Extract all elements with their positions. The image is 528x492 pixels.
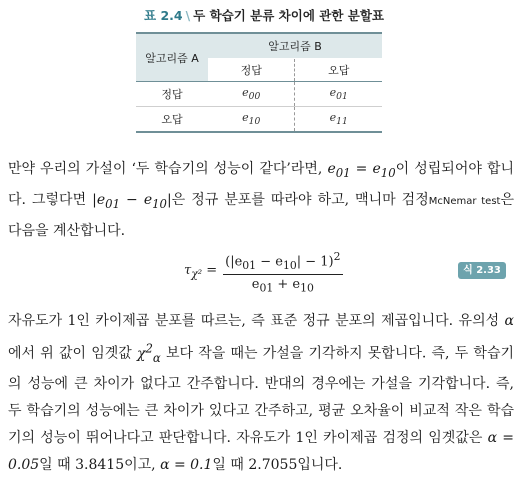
equation-numerator: $(|e_{01} - e_{10}| - 1)^2$ bbox=[223, 250, 342, 275]
table-row bbox=[136, 107, 382, 133]
cell-e10 bbox=[208, 107, 295, 133]
text-run: 자유도가 1인 카이제곱 분포를 따르는, 즉 표준 정규 분포의 제곱입니다. 유의성 bbox=[8, 313, 505, 329]
math-abs-diff: $|e_{01} - e_{10}|$ bbox=[92, 191, 172, 211]
column-header-correct: 정답 bbox=[208, 59, 295, 82]
cell-value: $e_{00}$ bbox=[242, 85, 261, 103]
math-alpha-005: α = 0.05 bbox=[8, 430, 514, 474]
table-caption bbox=[0, 6, 528, 24]
table-group-header: 알고리즘 B bbox=[208, 33, 382, 59]
column-header-wrong: 오답 bbox=[295, 59, 382, 82]
text-run: 에서 위 값이 임곗값 bbox=[8, 345, 137, 362]
cell-e11 bbox=[295, 107, 382, 133]
cell-value: $e_{10}$ bbox=[242, 110, 261, 128]
equation-label: 식 2.33 bbox=[458, 262, 506, 279]
text-run: 은 다음을 계산합니다. bbox=[8, 191, 514, 239]
math-equality: $e_{01} = e_{10}$ bbox=[327, 161, 396, 180]
text-run: 일 때 2.7055입니다. bbox=[212, 457, 343, 474]
math-alpha: α bbox=[504, 313, 514, 329]
text-run: 만약 우리의 가설이 ‘두 학습기의 성능이 같다’라면, bbox=[8, 161, 328, 177]
caption-number: 표 2.4 bbox=[144, 8, 183, 23]
equation bbox=[184, 250, 343, 295]
text-run: 은 정규 분포를 따라야 하고, 맥니마 검정 bbox=[171, 191, 429, 208]
term-mcnemar: McNemar test bbox=[428, 195, 501, 207]
text-run: 일 때 3.8415이고, bbox=[39, 457, 161, 474]
cell-value: $e_{11}$ bbox=[329, 110, 348, 128]
caption-title: 두 학습기 분류 차이에 관한 분할표 bbox=[193, 8, 384, 23]
contingency-table bbox=[136, 32, 382, 133]
cell-e00 bbox=[208, 82, 295, 107]
paragraph-hypothesis bbox=[8, 156, 514, 245]
cell-e01 bbox=[295, 82, 382, 107]
equation-fraction bbox=[223, 250, 342, 295]
text-run: 이 성립되어야 합니다. 그렇다면 bbox=[8, 161, 515, 208]
table-corner-header: 알고리즘 A bbox=[136, 33, 208, 82]
row-header-correct: 정답 bbox=[136, 82, 208, 107]
table-row bbox=[136, 82, 382, 107]
text-run: 보다 작을 때는 가설을 기각하지 못합니다. 즉, 두 학습기의 성능에 큰 차이가 없다고 간주합니다. 반대의 경우에는 가설을 기각합니다. 즉, 두 학습기의 성능에는 큰 차이가 있다고 간주하고, 평균 오차율이 비교적 작은 학습기의 성능이 뛰어나다고 판단합니다. 자유도가 1인 카이제곱 검정의 임곗값은 bbox=[8, 345, 514, 447]
cell-value: $e_{01}$ bbox=[329, 85, 348, 103]
paragraph-chi-square bbox=[8, 308, 514, 479]
math-chi-critical: $\chi^2_\alpha$ bbox=[137, 341, 161, 365]
caption-separator: \ bbox=[185, 8, 191, 23]
equation-lhs: $\tau_{\chi^2}$ = bbox=[184, 263, 218, 282]
equation-denominator: $e_{01} + e_{10}$ bbox=[251, 276, 314, 295]
math-alpha-01: α = 0.1 bbox=[160, 457, 213, 474]
row-header-wrong: 오답 bbox=[136, 107, 208, 133]
